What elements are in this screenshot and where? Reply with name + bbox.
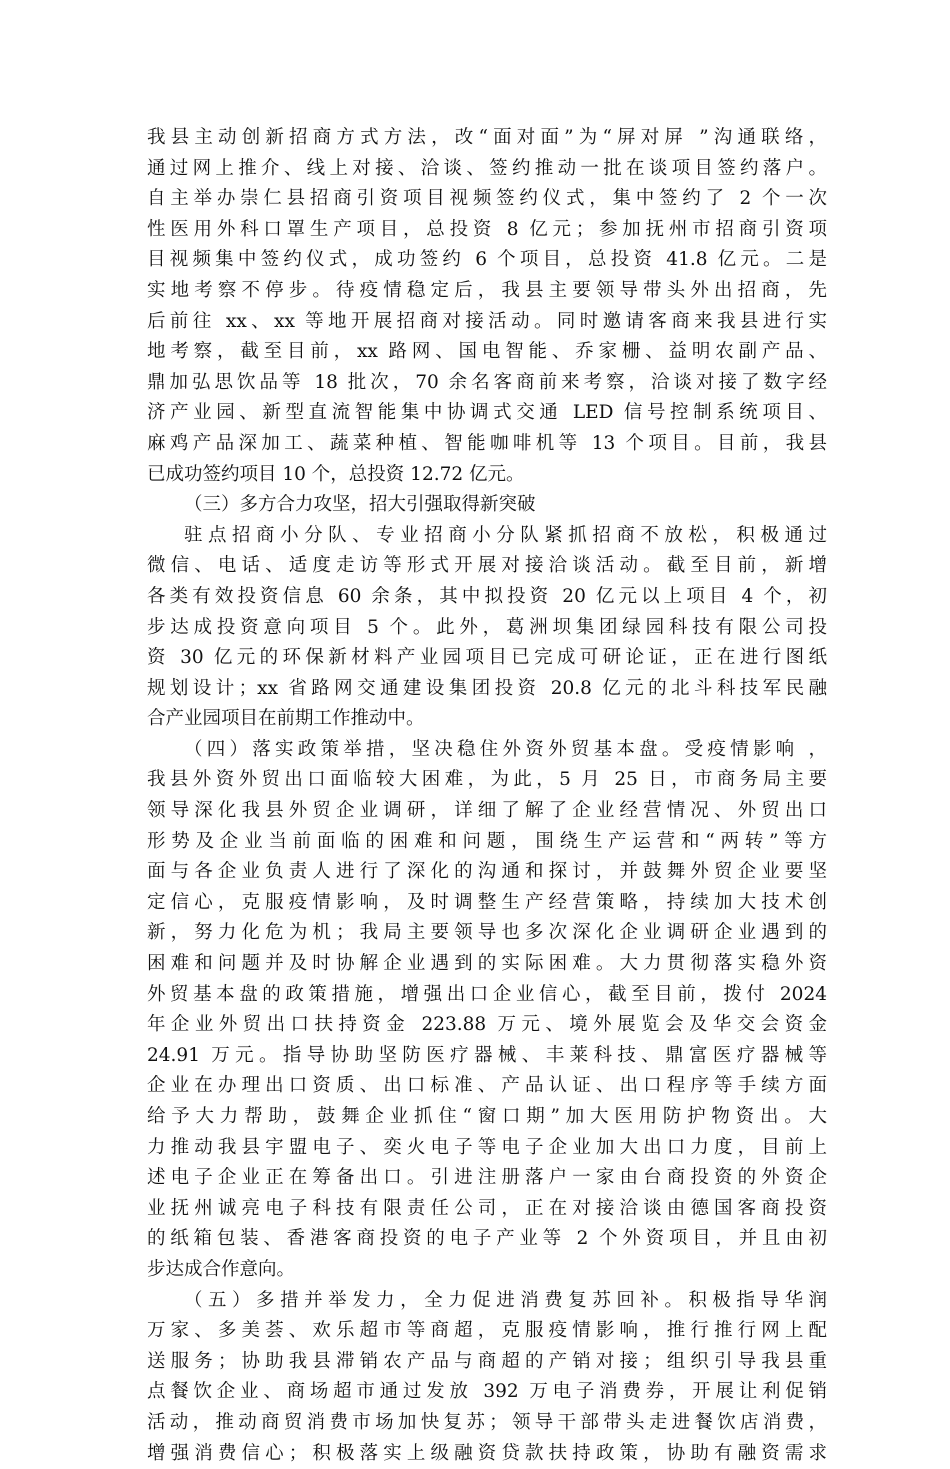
body-line: 24.91 万元。指导协助坚防医疗器械、丰莱科技、鼎富医疗器械等: [147, 1044, 827, 1066]
document-body: [147, 123, 827, 1469]
body-line: 领导深化我县外贸企业调研，详细了解了企业经营情况、外贸出口: [147, 800, 827, 822]
body-line: 面与各企业负责人进行了深化的沟通和探讨，并鼓舞外贸企业要坚: [147, 861, 827, 883]
body-line: 鼎加弘思饮品等 18 批次，70 余名客商前来考察，洽谈对接了数字经: [147, 371, 827, 393]
body-line: 后前往 xx、xx 等地开展招商对接活动。同时邀请客商来我县进行实: [147, 310, 827, 332]
body-line: 麻鸡产品深加工、蔬菜种植、智能咖啡机等 13 个项目。目前，我县: [147, 432, 827, 454]
body-line: 我县主动创新招商方式方法，改“面对面”为“屏对屏 ”沟通联络，: [147, 127, 827, 148]
body-line: 已成功签约项目 10 个，总投资 12.72 亿元。: [147, 463, 525, 485]
body-line: 困难和问题并及时协解企业遇到的实际困难。大力贯彻落实稳外资: [147, 953, 827, 975]
body-line: 微信、电话、适度走访等形式开展对接洽谈活动。截至目前，新增: [147, 555, 827, 577]
body-line: 自主举办崇仁县招商引资项目视频签约仪式，集中签约了 2 个一次: [147, 188, 827, 210]
body-line: 定信心，克服疫情影响，及时调整生产经营策略，持续加大技术创: [147, 891, 827, 913]
body-line: 给予大力帮助，鼓舞企业抓住“窗口期”加大医用防护物资出。大: [147, 1106, 827, 1127]
body-line: 目视频集中签约仪式，成功签约 6 个项目，总投资 41.8 亿元。二是: [147, 249, 827, 271]
body-line: 实地考察不停步。待疫情稳定后，我县主要领导带头外出招商，先: [147, 279, 827, 301]
body-line: 通过网上推介、线上对接、洽谈、签约推动一批在谈项目签约落户。: [147, 157, 827, 179]
body-line: 驻点招商小分队、专业招商小分队紧抓招商不放松，积极通过: [184, 524, 827, 546]
body-line: 地考察，截至目前，xx 路网、国电智能、乔家栅、益明农副产品、: [147, 341, 827, 363]
body-line: 各类有效投资信息 60 余条，其中拟投资 20 亿元以上项目 4 个，初: [147, 585, 827, 607]
body-line: 万家、多美荟、欢乐超市等商超，克服疫情影响，推行推行网上配: [147, 1320, 827, 1342]
body-line: 力推动我县宇盟电子、奕火电子等电子企业加大出口力度，目前上: [147, 1136, 827, 1158]
body-line: 我县外资外贸出口面临较大困难，为此，5 月 25 日，市商务局主要: [147, 769, 827, 791]
section-heading-3: （三）多方合力攻坚，招大引强取得新突破: [184, 494, 536, 516]
body-line: 济产业园、新型直流智能集中协调式交通 LED 信号控制系统项目、: [147, 402, 827, 424]
body-line: 活动，推动商贸消费市场加快复苏；领导干部带头走进餐饮店消费，: [147, 1411, 827, 1433]
body-line: 新，努力化危为机；我局主要领导也多次深化企业调研企业遇到的: [147, 922, 827, 944]
body-line: 规划设计；xx 省路网交通建设集团投资 20.8 亿元的北斗科技军民融: [147, 677, 827, 699]
body-line: 合产业园项目在前期工作推动中。: [147, 708, 425, 730]
body-line: 步达成合作意向。: [147, 1258, 296, 1280]
body-line: 送服务；协助我县滞销农产品与商超的产销对接；组织引导我县重: [147, 1350, 827, 1372]
body-line: 形势及企业当前面临的困难和问题，围绕生产运营和“两转”等方: [147, 830, 827, 852]
section-heading-5: （五）多措并举发力，全力促进消费复苏回补。积极指导华润: [184, 1289, 827, 1311]
body-line: 点餐饮企业、商场超市通过发放 392 万电子消费券，开展让利促销: [147, 1381, 827, 1403]
body-line: 性医用外科口罩生产项目，总投资 8 亿元；参加抚州市招商引资项: [147, 218, 827, 240]
body-line: 资 30 亿元的环保新材料产业园项目已完成可研论证，正在进行图纸: [147, 647, 827, 669]
body-line: 年企业外贸出口扶持资金 223.88 万元、境外展览会及华交会资金: [147, 1014, 827, 1036]
body-line: 外贸基本盘的政策措施，增强出口企业信心，截至目前，拨付 2024: [147, 983, 827, 1005]
section-heading-4: （四）落实政策举措，坚决稳住外资外贸基本盘。受疫情影响 ，: [184, 738, 827, 760]
body-line: 增强消费信心；积极落实上级融资贷款扶持政策，协助有融资需求: [147, 1442, 827, 1464]
body-line: 企业在办理出口资质、出口标准、产品认证、出口程序等手续方面: [147, 1075, 827, 1097]
body-line: 的纸箱包装、香港客商投资的电子产业等 2 个外资项目，并且由初: [147, 1228, 827, 1250]
body-line: 述电子企业正在筹备出口。引进注册落户一家由台商投资的外资企: [147, 1167, 827, 1189]
body-line: 步达成投资意向项目 5 个。此外，葛洲坝集团绿园科技有限公司投: [147, 616, 827, 638]
body-line: 业抚州诚亮电子科技有限责任公司，正在对接洽谈由德国客商投资: [147, 1197, 827, 1219]
